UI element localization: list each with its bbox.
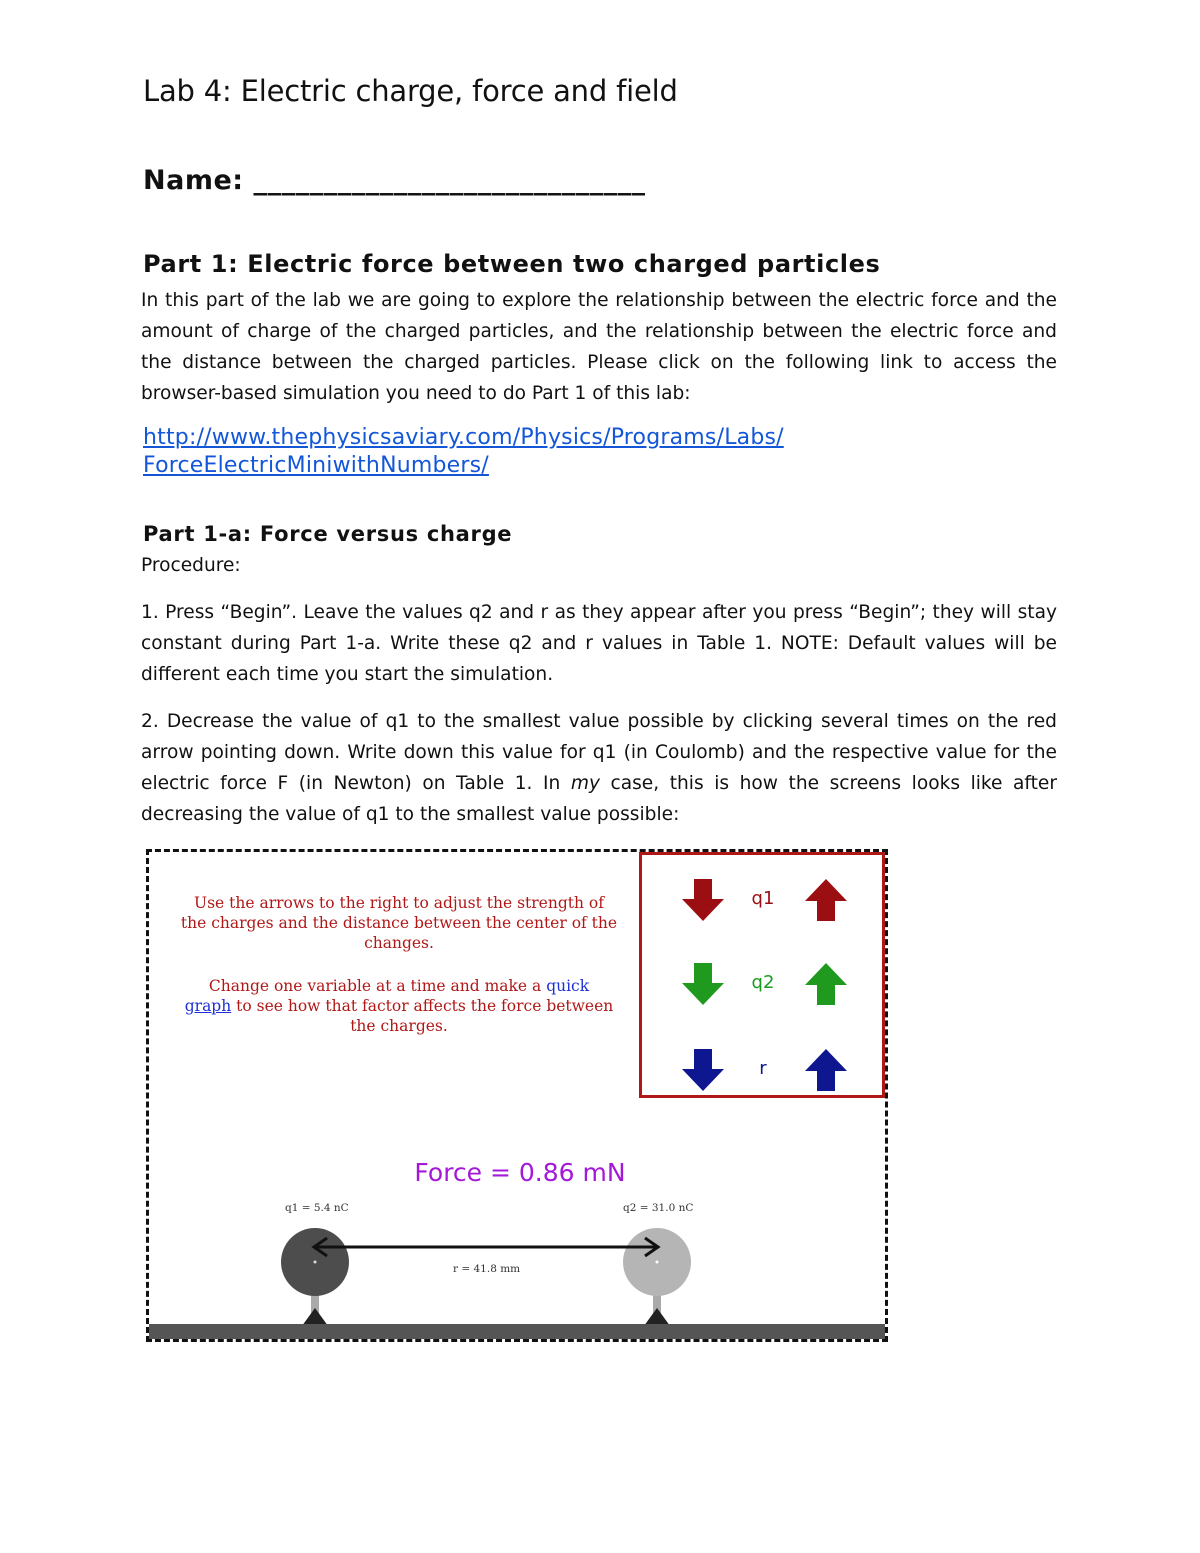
document-title: Lab 4: Electric charge, force and field	[143, 74, 678, 108]
simulation-link-line2[interactable]: ForceElectricMiniwithNumbers/	[143, 453, 489, 478]
sim-instruction-2	[179, 976, 619, 1036]
q2-decrease-arrow-icon[interactable]	[680, 961, 726, 1007]
r-readout: r = 41.8 mm	[453, 1263, 521, 1275]
q1-decrease-arrow-icon[interactable]	[680, 877, 726, 923]
simulation-screenshot	[146, 849, 888, 1342]
procedure-label: Procedure:	[141, 555, 241, 576]
part1-intro: In this part of the lab we are going to explore the relationship between the electric force and the amount of charge of the charged particles, and the relationship between the electric force and the distance between the charged particles. Please click on the following link to access the browser-based simulation you need to do Part 1 of this lab:	[141, 290, 1057, 404]
part1-heading: Part 1: Electric force between two charged particles	[143, 250, 881, 278]
force-readout: Force = 0.86 mN	[414, 1158, 626, 1187]
q2-increase-arrow-icon[interactable]	[803, 961, 849, 1007]
simulation-link-line1[interactable]: http://www.thephysicsaviary.com/Physics/Programs/Labs/	[143, 425, 784, 450]
graph-link[interactable]: graph	[184, 997, 232, 1015]
r-decrease-arrow-icon[interactable]	[680, 1047, 726, 1093]
name-field-label: Name: ____________________________	[143, 165, 646, 196]
q1-readout: q1 = 5.4 nC	[285, 1202, 349, 1214]
charge-apparatus	[149, 1222, 888, 1330]
q2-control-label: q2	[751, 972, 775, 993]
sim-instruction-1: Use the arrows to the right to adjust the strength of the charges and the distance between the center of the changes.	[180, 894, 618, 952]
step2-text-b: case, this is how the screens looks like after decreasing the value of q1 to the smallest value possible:	[141, 773, 1057, 825]
simulation-link[interactable]	[143, 424, 863, 480]
q1-control-label: q1	[751, 888, 775, 909]
step2-emphasis: my	[570, 773, 600, 794]
part1a-heading: Part 1-a: Force versus charge	[143, 522, 513, 546]
sim-instruction-2-text-b: to see how that factor affects the force between the charges.	[231, 997, 614, 1035]
sim-instruction-2-text-a: Change one variable at a time and make a	[208, 977, 547, 995]
r-control-label: r	[759, 1058, 767, 1079]
floor	[149, 1324, 888, 1339]
r-increase-arrow-icon[interactable]	[803, 1047, 849, 1093]
control-panel	[639, 852, 885, 1098]
quick-link[interactable]: quick	[546, 977, 590, 995]
q2-readout: q2 = 31.0 nC	[623, 1202, 694, 1214]
procedure-step-2	[141, 706, 1057, 830]
q1-increase-arrow-icon[interactable]	[803, 877, 849, 923]
procedure-step-1: 1. Press “Begin”. Leave the values q2 and r as they appear after you press “Begin”; they will stay constant during Part 1-a. Write these q2 and r values in Table 1. NOTE: Default values will be different each time you start the simulation.	[141, 602, 1057, 685]
step2-text-a: 2. Decrease the value of q1 to the smallest value possible by clicking several times on the red arrow pointing down. Write down this value for q1 (in Coulomb) and the respective value for the electric force F (in Newton) on Table 1. In	[141, 711, 1057, 794]
